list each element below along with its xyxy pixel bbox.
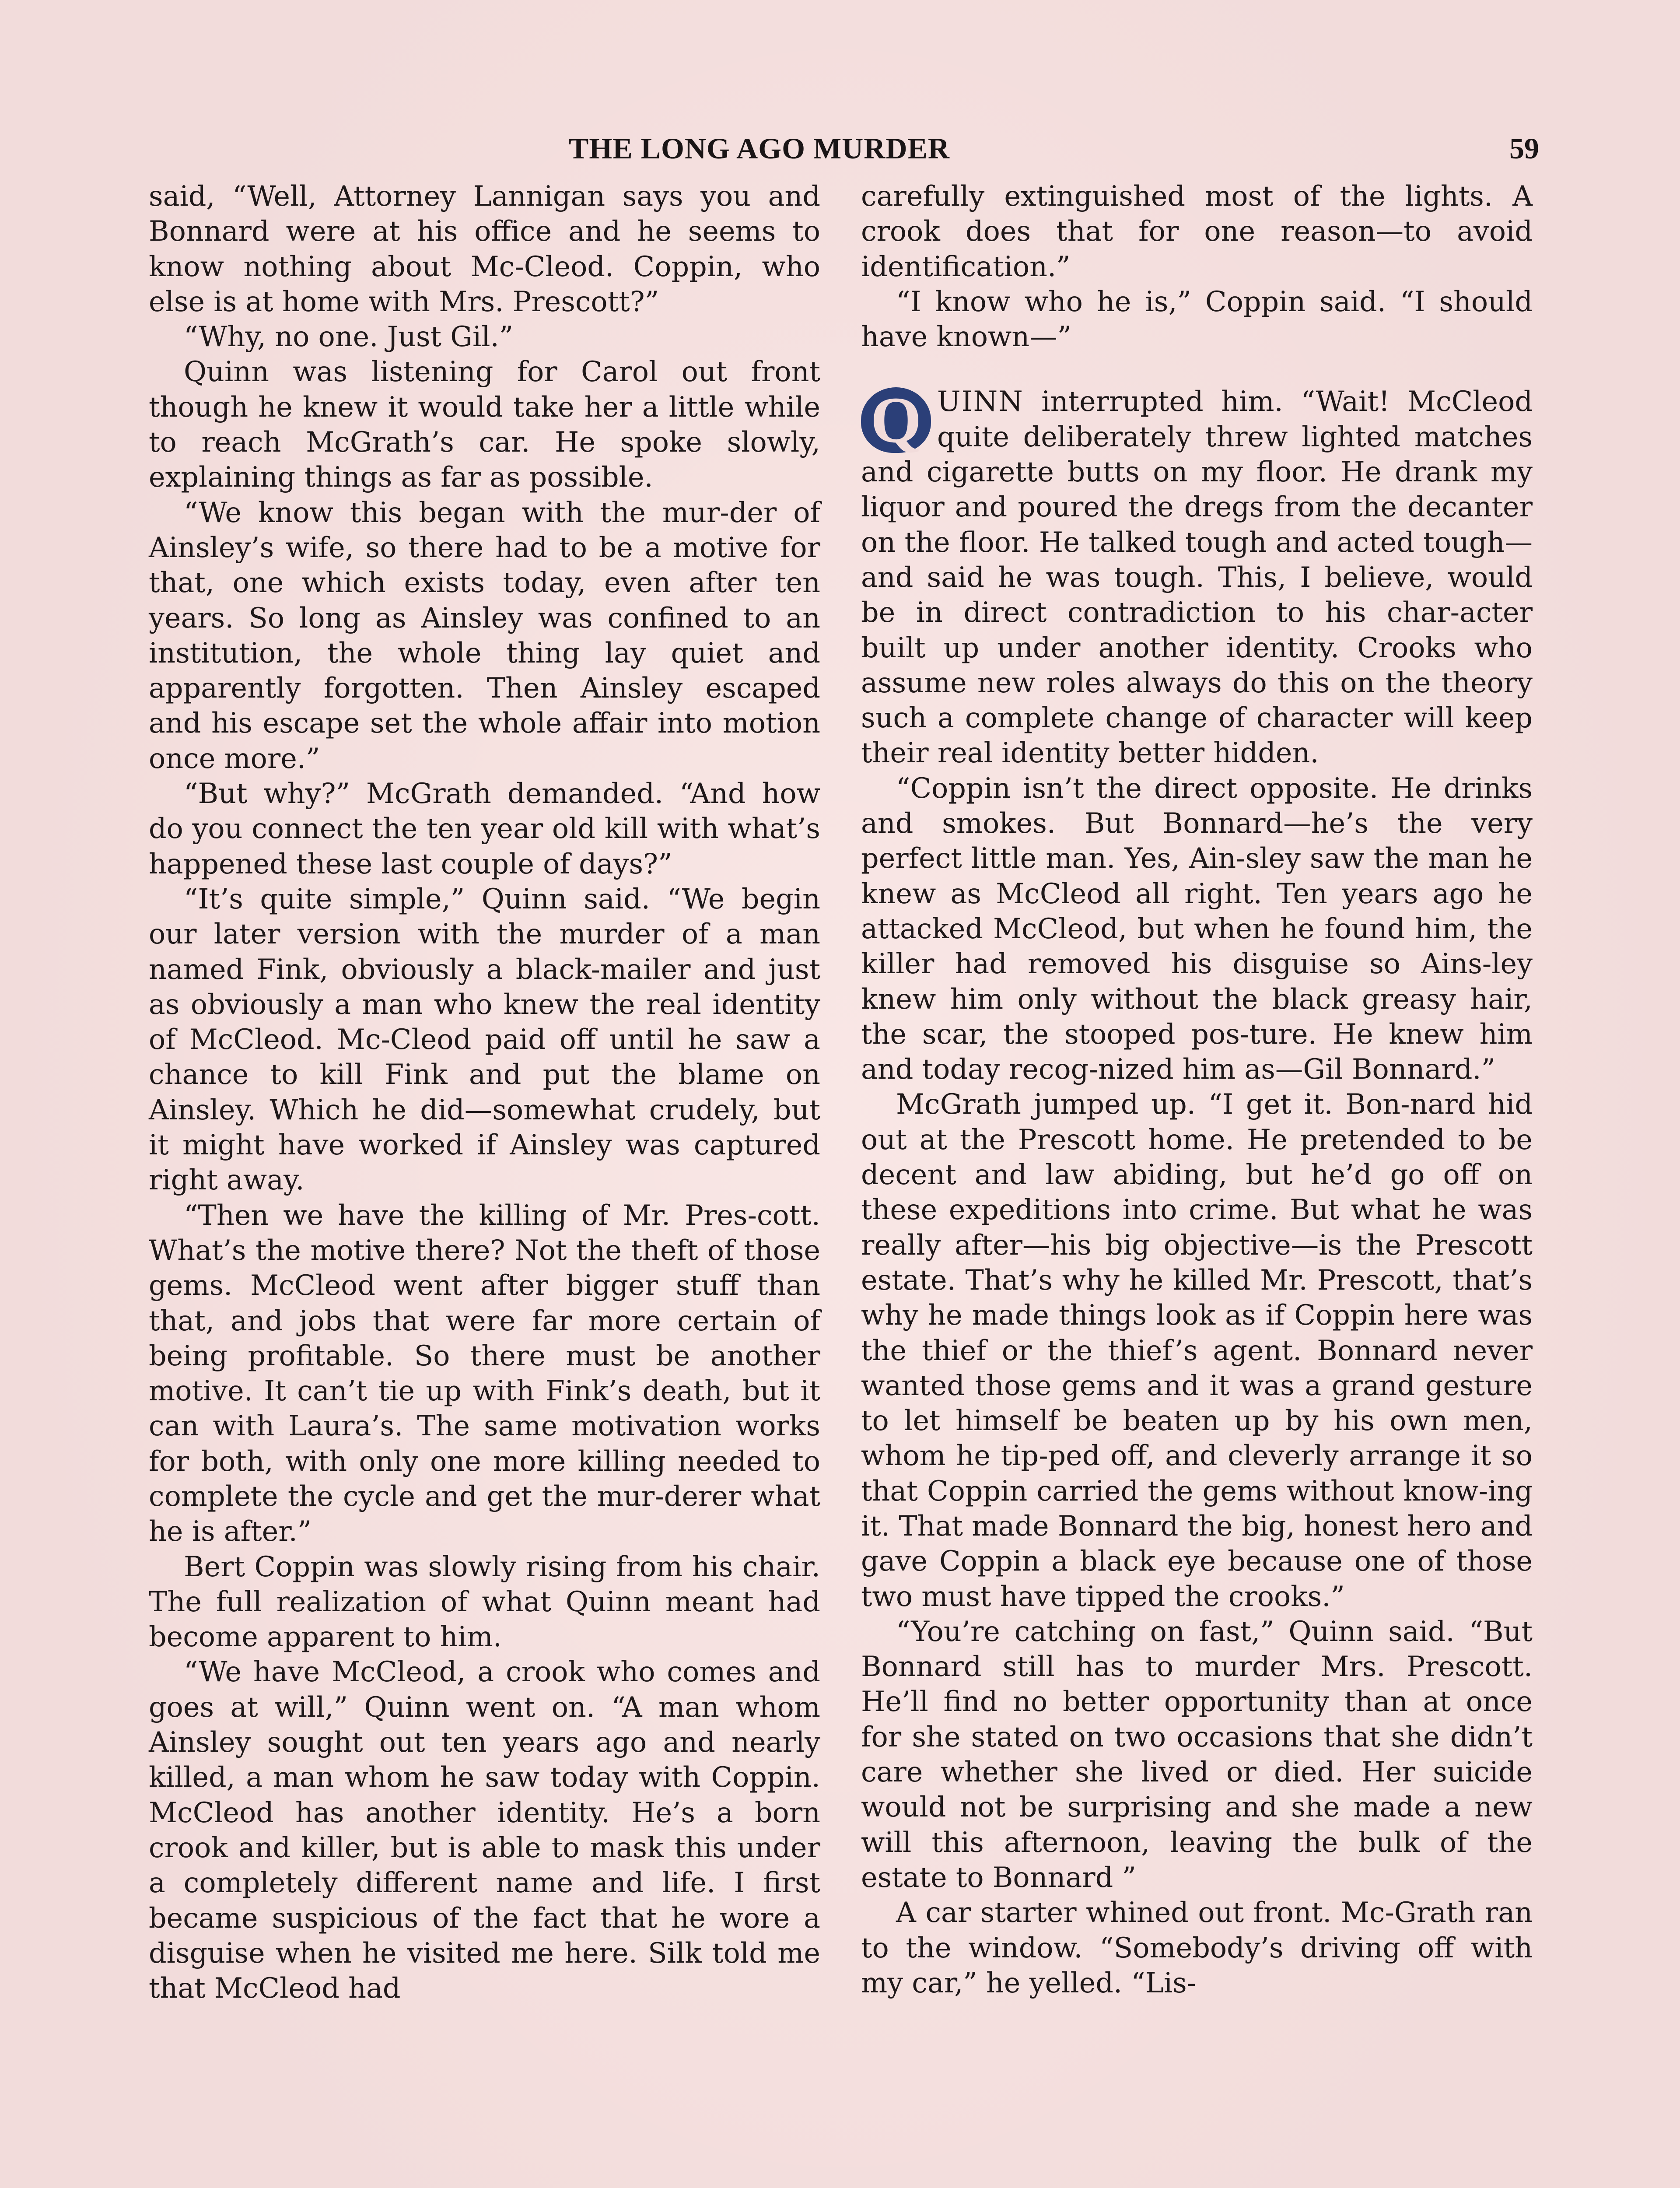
right-column <box>861 179 1533 2000</box>
paragraph: “We have McCleod, a crook who comes and goes at will,” Quinn went on. “A man whom Ainsley sought out ten years ago and nearly killed, a man whom he saw today with Coppin. McCleod has another identity. He’s a born crook and killer, but is able to mask this under a completely different name and life. I first became suspicious of the fact that he wore a disguise when he visited me here. Silk told me that McCleod had <box>149 1655 820 2005</box>
paragraph: McGrath jumped up. “I get it. Bon-nard hid out at the Prescott home. He pretended to be decent and law abiding, but he’d go off on these expeditions into crime. But what he was really after—his big objective—is the Prescott estate. That’s why he killed Mr. Prescott, that’s why he made things look as if Coppin here was the thief or the thief’s agent. Bonnard never wanted those gems and it was a grand gesture to let himself be beaten up by his own men, whom he tip-ped off, and cleverly arrange it so that Coppin carried the gems without know-ing it. That made Bonnard the big, honest hero and gave Coppin a black eye because one of those two must have tipped the crooks.” <box>861 1088 1533 1613</box>
left-column <box>149 179 820 2006</box>
paragraph: “We know this began with the mur-der of Ainsley’s wife, so there had to be a motive for that, one which exists today, even after ten years. So long as Ainsley was confined to an institution, the whole thing lay quiet and apparently forgotten. Then Ainsley escaped and his escape set the whole affair into motion once more.” <box>149 496 820 775</box>
paragraph: said, “Well, Attorney Lannigan says you and Bonnard were at his office and he seems to know nothing about Mc-Cleod. Coppin, who else is at home with Mrs. Prescott?” <box>149 180 820 318</box>
paragraph: “Why, no one. Just Gil.” <box>184 320 514 353</box>
paragraph: Quinn was listening for Carol out front though he knew it would take her a little while to reach McGrath’s car. He spoke slowly, explaining things as far as possible. <box>149 355 820 494</box>
dropcap-letter: Q <box>870 384 922 457</box>
paragraph: “I know who he is,” Coppin said. “I should have known—” <box>861 285 1533 353</box>
paragraph: Bert Coppin was slowly rising from his chair. The full realization of what Quinn meant had become apparent to him. <box>149 1550 820 1653</box>
paragraph: “It’s quite simple,” Quinn said. “We begin our later version with the murder of a man named Fink, obviously a black-mailer and just as obviously a man who knew the real identity of McCleod. Mc-Cleod paid off until he saw a chance to kill Fink and put the blame on Ainsley. Which he did—somewhat crudely, but it might have worked if Ainsley was captured right away. <box>149 882 820 1196</box>
dropcap-word-rest: UINN <box>937 385 1024 418</box>
paragraph: “You’re catching on fast,” Quinn said. “But Bonnard still has to murder Mrs. Prescott. He’ll find no better opportunity than at once for she stated on two occasions that she didn’t care whether she lived or died. Her suicide would not be surprising and she made a new will this afternoon, leaving the bulk of the estate to Bonnard ” <box>861 1615 1533 1893</box>
running-head: THE LONG AGO MURDER <box>569 132 950 165</box>
dropcap-paragraph <box>861 384 1533 770</box>
paragraph: “But why?” McGrath demanded. “And how do you connect the ten year old kill with what’s happened these last couple of days?” <box>149 777 820 880</box>
paragraph: A car starter whined out front. Mc-Grath ran to the window. “Somebody’s driving off with my car,” he yelled. “Lis- <box>861 1896 1533 1999</box>
paragraph: carefully extinguished most of the lights. A crook does that for one reason—to avoid identification.” <box>861 180 1533 283</box>
page-number: 59 <box>1509 132 1539 165</box>
dropcap-paragraph-text: interrupted him. “Wait! McCleod quite deliberately threw lighted matches and cigarette butts on my floor. He drank my liquor and poured the dregs from the decanter on the floor. He talked tough and acted tough—and said he was tough. This, I believe, would be in direct contradiction to his char-acter built up under another identity. Crooks who assume new roles always do this on the theory such a complete change of character will keep their real identity better hidden. <box>861 385 1533 769</box>
paragraph: “Then we have the killing of Mr. Pres-cott. What’s the motive there? Not the theft of those gems. McCleod went after bigger stuff than that, and jobs that were far more certain of being profitable. So there must be another motive. It can’t tie up with Fink’s death, but it can with Laura’s. The same motivation works for both, with only one more killing needed to complete the cycle and get the mur-derer what he is after.” <box>149 1199 820 1548</box>
dropcap-ornament <box>861 384 931 457</box>
paragraph: “Coppin isn’t the direct opposite. He drinks and smokes. But Bonnard—he’s the very perfect little man. Yes, Ain-sley saw the man he knew as McCleod all right. Ten years ago he attacked McCleod, but when he found him, the killer had removed his disguise so Ains-ley knew him only without the black greasy hair, the scar, the stooped pos-ture. He knew him and today recog-nized him as—Gil Bonnard.” <box>861 771 1533 1086</box>
